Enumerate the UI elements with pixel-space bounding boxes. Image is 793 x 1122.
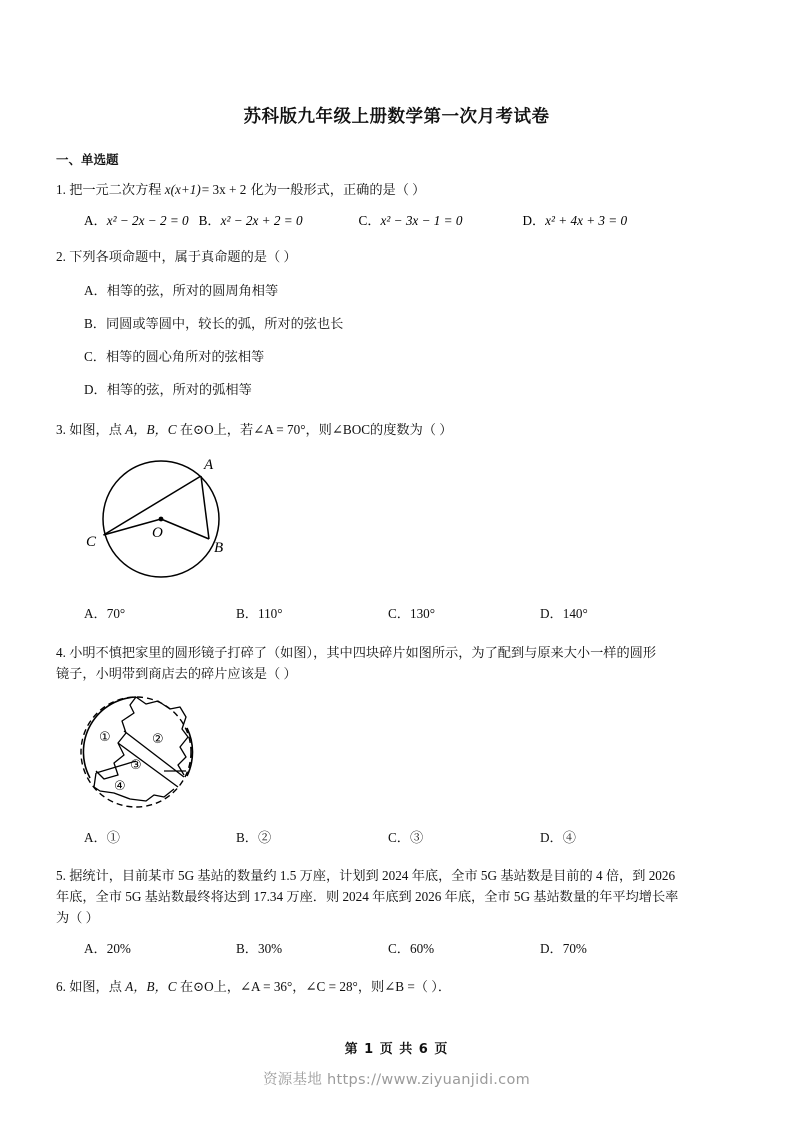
option-b-label: B． xyxy=(236,940,258,956)
question-1-math-x: x xyxy=(164,182,171,197)
question-2-option-a[interactable] xyxy=(84,280,737,301)
option-b-math: x² − 2x + 2 = 0 xyxy=(220,213,303,229)
option-c-label: C． xyxy=(358,213,381,229)
question-3-option-a[interactable] xyxy=(84,603,236,624)
option-d-text: ④ xyxy=(562,829,576,845)
option-b-label: B． xyxy=(236,829,258,845)
fragment-label-4: ④ xyxy=(114,778,126,794)
center-point-dot xyxy=(159,516,164,521)
option-d-text: 140° xyxy=(562,605,588,621)
broken-mirror-diagram xyxy=(74,691,204,813)
question-3-points: A，B，C xyxy=(125,422,177,438)
fragment-labels xyxy=(99,730,164,794)
fragment-label-3: ③ xyxy=(130,757,142,773)
option-a-label: A． xyxy=(84,213,107,229)
question-1-option-d[interactable] xyxy=(522,210,627,229)
option-a-text: 20% xyxy=(106,940,131,956)
section-heading: 一、单选题 xyxy=(56,152,119,167)
option-b-text: ② xyxy=(257,829,272,845)
option-a-label: A． xyxy=(84,282,107,298)
fragment-4-boundary xyxy=(94,773,174,801)
question-2-text: 下列各项命题中，属于真命题的是（ ） xyxy=(69,249,297,265)
question-4-text-line1: 小明不慎把家里的圆形镜子打碎了（如图），其中四块碎片如图所示，为了配到与原来大小一样的圆形 xyxy=(69,644,657,660)
question-4-option-b[interactable] xyxy=(236,827,388,848)
option-d-label: D． xyxy=(540,605,563,621)
question-2-option-d[interactable] xyxy=(84,379,737,400)
question-3-option-c[interactable] xyxy=(388,603,540,624)
option-c-label: C． xyxy=(388,605,410,621)
radius-ob xyxy=(161,519,209,539)
question-4 xyxy=(56,642,737,848)
option-c-text: ③ xyxy=(409,829,424,845)
option-d-label: D． xyxy=(540,829,563,845)
question-3-text-part1: 如图，点 xyxy=(69,422,122,438)
question-1-option-c[interactable] xyxy=(359,210,463,229)
footer-watermark: 资源基地 https://www.ziyuanjidi.com xyxy=(262,1072,531,1088)
option-d-label: D． xyxy=(522,213,546,229)
label-point-c: C xyxy=(86,533,97,550)
question-1-math-paren: (x+1) xyxy=(170,182,201,197)
option-a-math: x² − 2x − 2 = 0 xyxy=(106,213,189,229)
circle-inscribed-angle-diagram xyxy=(78,449,268,589)
question-4-stem-line1 xyxy=(56,642,737,663)
option-a-text: 70° xyxy=(106,605,126,621)
option-d-text: 相等的弦，所对的弧相等 xyxy=(106,382,252,398)
question-4-option-d[interactable] xyxy=(540,827,576,848)
option-b-label: B． xyxy=(236,605,258,621)
mirror-outline-dashed xyxy=(81,697,191,807)
option-b-text: 110° xyxy=(257,605,283,621)
question-4-options xyxy=(56,827,737,848)
page-title: 苏科版九年级上册数学第一次月考试卷 xyxy=(243,107,550,127)
option-d-math: x² + 4x + 3 = 0 xyxy=(545,213,628,229)
question-5 xyxy=(56,865,737,959)
question-1-options xyxy=(56,210,737,229)
option-d-label: D． xyxy=(84,382,107,398)
question-2-option-c[interactable] xyxy=(84,346,737,367)
question-3-text-part2: 在⊙O上，若∠A = 70°，则∠BOC的度数为（ ） xyxy=(179,422,453,438)
option-d-label: D． xyxy=(540,940,563,956)
question-6 xyxy=(56,976,737,997)
option-c-label: C． xyxy=(388,940,410,956)
label-point-b: B xyxy=(214,539,224,556)
question-3-option-d[interactable] xyxy=(540,603,588,624)
question-1-stem xyxy=(56,179,737,200)
question-1 xyxy=(56,179,737,229)
option-c-math: x² − 3x − 1 = 0 xyxy=(380,213,463,229)
question-5-stem-line3: 为（ ） xyxy=(56,910,99,926)
question-5-option-b[interactable] xyxy=(236,938,388,959)
question-1-option-a[interactable] xyxy=(84,210,189,229)
option-c-label: C． xyxy=(84,349,106,364)
question-1-text-suffix: 化为一般形式，正确的是（ ） xyxy=(250,182,426,197)
footer-page-number: 第 1 页 共 6 页 xyxy=(344,1042,449,1057)
question-6-text-part2: 在⊙O上，∠A = 36°，∠C = 28°，则∠B =（ ）． xyxy=(179,978,452,994)
question-6-stem xyxy=(56,976,737,997)
option-d-text: 70% xyxy=(562,940,587,956)
question-1-text-prefix: 把一元二次方程 xyxy=(69,182,162,197)
question-5-options xyxy=(56,938,737,959)
question-3-stem xyxy=(56,419,737,440)
option-a-label: A． xyxy=(84,605,107,621)
question-3-options xyxy=(56,603,737,624)
question-4-figure xyxy=(74,691,737,818)
option-b-text: 30% xyxy=(257,940,283,956)
question-3-number: 3. xyxy=(56,422,66,438)
question-5-stem-line1 xyxy=(56,865,737,886)
question-4-number: 4. xyxy=(56,644,66,660)
option-c-label: C． xyxy=(388,829,410,845)
question-3 xyxy=(56,419,737,624)
fragment-label-2: ② xyxy=(152,731,164,747)
question-4-stem-line2: 镜子，小明带到商店去的碎片应该是（ ） xyxy=(56,666,297,682)
question-1-number: 1. xyxy=(56,182,66,197)
option-b-label: B． xyxy=(84,315,106,331)
option-a-label: A． xyxy=(84,829,107,845)
question-6-text-part1: 如图，点 xyxy=(69,978,122,994)
question-2-number: 2. xyxy=(56,249,66,265)
question-5-stem-line2: 年底，全市 5G 基站数最终将达到 17.34 万座．则 2024 年底到 2026 年底，全市 5G 基站数量的年平均增长率 xyxy=(56,889,679,904)
option-a-text: ① xyxy=(106,829,120,845)
question-5-option-d[interactable] xyxy=(540,938,587,959)
question-4-option-a[interactable] xyxy=(84,827,236,848)
question-2-stem xyxy=(56,246,737,267)
option-a-text: 相等的弦，所对的圆周角相等 xyxy=(106,282,279,298)
question-3-figure xyxy=(78,449,737,594)
question-1-option-b[interactable] xyxy=(199,210,303,229)
option-c-text: 60% xyxy=(409,940,435,956)
question-1-math-rhs: = 3x + 2 xyxy=(201,182,247,197)
question-4-option-c[interactable] xyxy=(388,827,540,848)
question-3-option-b[interactable] xyxy=(236,603,388,624)
question-6-points: A，B，C xyxy=(125,978,177,994)
option-b-text: 同圆或等圆中，较长的弧，所对的弦也长 xyxy=(105,315,344,331)
question-5-text-line1: 据统计，目前某市 5G 基站的数量约 1.5 万座，计划到 2024 年底，全市 5G 基站数是目前的 4 倍，到 2026 xyxy=(69,867,676,883)
question-2-options xyxy=(56,280,737,401)
fragment-label-1: ① xyxy=(99,729,111,745)
question-5-option-a[interactable] xyxy=(84,938,236,959)
question-5-option-c[interactable] xyxy=(388,938,540,959)
label-center-o: O xyxy=(152,524,163,541)
question-2-option-b[interactable] xyxy=(84,313,737,334)
question-2 xyxy=(56,246,737,400)
question-5-number: 5. xyxy=(56,867,66,883)
label-point-a: A xyxy=(204,456,214,473)
option-c-text: 相等的圆心角所对的弦相等 xyxy=(105,349,265,364)
option-a-label: A． xyxy=(84,940,107,956)
option-b-label: B． xyxy=(198,213,221,229)
question-6-number: 6. xyxy=(56,978,66,994)
option-c-text: 130° xyxy=(409,605,436,621)
